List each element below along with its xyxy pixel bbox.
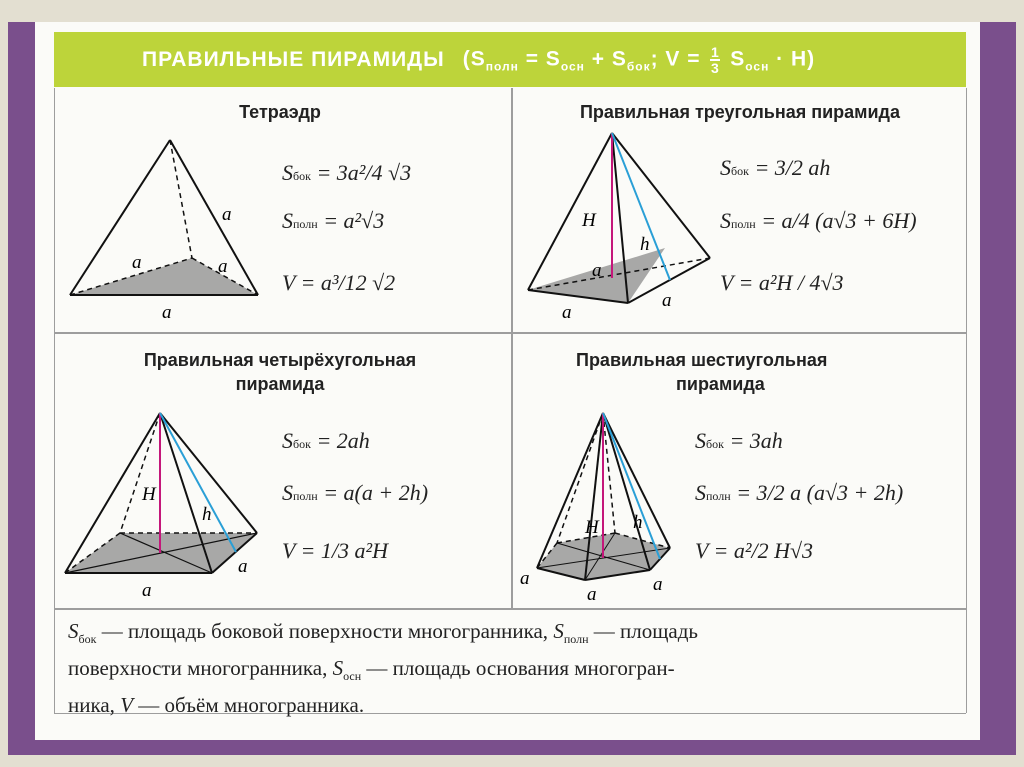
tetra-label-a4: a: [162, 302, 172, 323]
grid-vertical: [511, 88, 513, 608]
hex-formula-sbok: Sбок = 3ah: [695, 428, 783, 453]
tetra-title: Тетраэдр: [239, 102, 321, 122]
quad-label-H: H: [142, 484, 156, 505]
tri-label-a2: a: [662, 290, 672, 311]
grid-horizontal-bottom: [54, 608, 966, 610]
tetra-label-a2: a: [132, 252, 142, 273]
tri-label-a3: a: [562, 302, 572, 323]
tetra-figure: [60, 130, 270, 325]
tetra-label-a3: a: [218, 256, 228, 277]
quad-formula-spoln: Sполн = a(a + 2h): [282, 480, 429, 505]
quad-figure: [60, 408, 270, 598]
footer-line1: $S_{бок}$ — площадь боковой поверхности многогранника, $S_{полн}$ — площадь: [68, 619, 698, 647]
hex-label-a1: a: [520, 568, 530, 589]
tri-figure: [520, 128, 720, 328]
grid-left: [54, 88, 55, 713]
hex-title-line2: пирамида: [676, 374, 765, 394]
tetra-formula-sbok: Sбок = 3a²/4 √3: [282, 160, 412, 185]
quad-label-h: h: [202, 504, 212, 525]
hex-formula-v: V = a²/2 H√3: [695, 538, 814, 563]
header-fraction: $\frac{1}{3}$: [710, 43, 720, 76]
tri-label-h: h: [640, 234, 650, 255]
quad-label-a1: a: [238, 556, 248, 577]
quad-title: [60, 348, 500, 396]
tetra-label-a1: a: [222, 204, 232, 225]
quad-label-a2: a: [142, 580, 152, 598]
tri-formula-v: V = a²H / 4√3: [720, 270, 844, 295]
tri-formula-spoln: Sполн = a/4 (a√3 + 6H): [720, 208, 917, 233]
hex-label-H: H: [585, 517, 599, 538]
hex-formula-spoln: Sполн = 3/2 a (a√3 + 2h): [695, 480, 904, 505]
tri-label-a1: a: [592, 260, 602, 281]
footer-line3: ника, V — объём многогранника.: [68, 693, 365, 718]
header-formula: ($S_{полн} = S_{осн} + S_{бок}$; V = $\frac{1}{3}$ $S_{осн} \cdot H$): [462, 43, 816, 76]
tetra-formula-spoln: Sполн = a²√3: [282, 208, 385, 233]
quad-formula-sbok: Sбок = 2ah: [282, 428, 370, 453]
hex-title-line1: Правильная шестиугольная: [576, 350, 828, 370]
quad-formula-v: V = 1/3 a²H: [282, 538, 388, 563]
tri-title: Правильная треугольная пирамида: [579, 102, 900, 122]
tetra-formula-v: V = a³/12 √2: [282, 270, 396, 295]
tri-label-H: H: [582, 210, 596, 231]
hex-label-a3: a: [653, 574, 663, 595]
hex-title: [520, 348, 960, 396]
hex-label-h: h: [633, 512, 643, 533]
header-band: [54, 32, 966, 87]
header-title: ПРАВИЛЬНЫЕ ПИРАМИДЫ: [142, 47, 445, 71]
footer-line2: поверхности многогранника, $S_{осн}$ — площадь основания многогран-: [68, 656, 675, 684]
grid-horizontal-mid: [54, 332, 966, 334]
quad-title-line2: пирамида: [235, 374, 325, 394]
quad-title-line1: Правильная четырёхугольная: [143, 350, 417, 370]
footer-legend: [68, 617, 968, 720]
hex-figure: [515, 408, 695, 603]
hex-label-a2: a: [587, 584, 597, 603]
tri-formula-sbok: Sбок = 3/2 ah: [720, 155, 831, 180]
